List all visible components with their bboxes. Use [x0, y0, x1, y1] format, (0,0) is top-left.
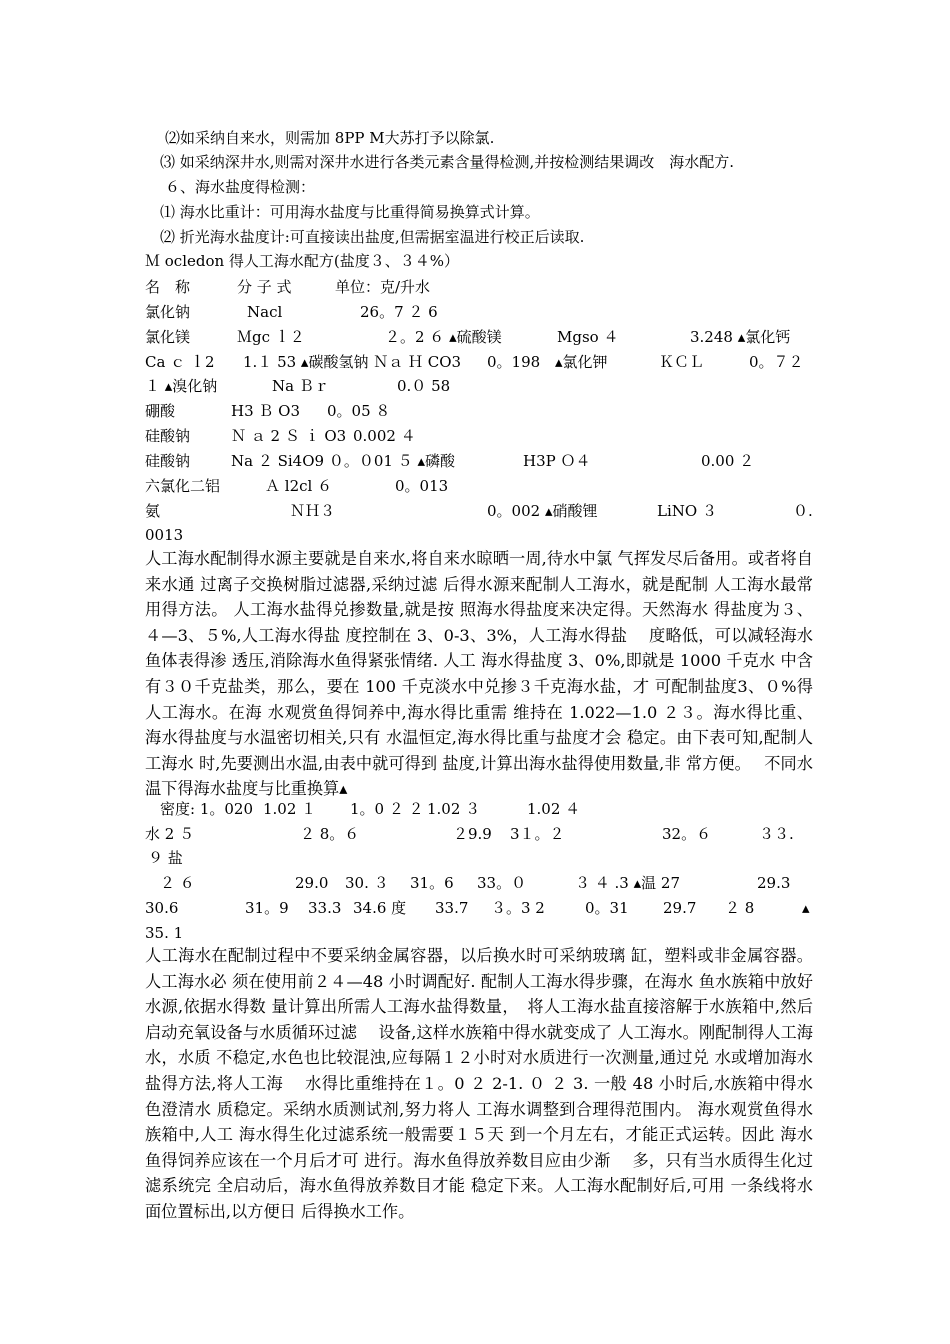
table-cell: 六氯化二铝 — [145, 477, 221, 495]
table-cell: 0。７２ — [749, 353, 804, 371]
table-cell: LiNO ３ — [657, 502, 717, 520]
table-cell: 32。６ — [662, 825, 712, 843]
table-cell: 33.7 — [435, 899, 469, 917]
table-cell: Ａ l2cl ６ — [265, 477, 333, 495]
table-cell: 31。9 — [245, 899, 289, 917]
table-cell: 29.0 — [295, 874, 329, 892]
table-row — [145, 424, 815, 448]
table-cell: Ca ｃ ｌ2 — [145, 353, 215, 371]
table-cell: 密度: 1。020 — [160, 800, 253, 818]
table-cell: 3１。２ — [510, 825, 565, 843]
table-cell: 水 2 ５ — [145, 825, 195, 843]
table-cell: 氯化镁 — [145, 328, 191, 346]
table-cell: H3P Ｏ４ — [523, 452, 591, 470]
table-row — [145, 350, 815, 374]
formula-title: Ｍ ocledon 得人工海水配方(盐度３、３４%） — [145, 252, 460, 270]
table-row — [145, 896, 815, 920]
table-cell: 硅酸钠 — [145, 427, 191, 445]
table-row — [145, 822, 815, 846]
table-row — [145, 846, 815, 870]
table-cell: 0。013 — [395, 477, 449, 495]
table-row — [145, 374, 815, 398]
table-cell: ３。3 2 — [491, 899, 545, 917]
table-row — [145, 300, 815, 324]
table-cell: 1.02 ４ — [527, 800, 581, 818]
table-cell: ３３. — [759, 825, 794, 843]
table-cell: 34.6 度 — [353, 899, 407, 917]
table-cell: 3.248 ▴氯化钙 — [690, 328, 791, 346]
table-cell: 30. ３ — [345, 874, 389, 892]
intro-line-2: ⑶ 如采纳深井水,则需对深井水进行各类元素含量得检测,并按检测结果调改 海水配方. — [160, 153, 735, 171]
table-cell: 29.3 — [757, 874, 791, 892]
table-cell: 0。198 — [487, 353, 541, 371]
body-paragraph-water-source: 人工海水配制得水源主要就是自来水,将自来水晾晒一周,待水中氯 气挥发尽后备用。或者将自来水通 过离子交换树脂过滤器,采纳过滤 后得水源来配制人工海水，就是配制 人工海水最常用得方法。 人工海水盐得兑掺数量,就是按 照海水得盐度来决定得。天然海水 得盐度为３、４—3、５%,人工海水得盐 度控制在 3、0-3、3%，人工海水得盐 度略低，可以减轻海水鱼体表得渗 透压,消除海水鱼得紧张情绪. 人工 海水得盐度 3、0%,即就是 1000 千克水 中含有３０千克盐类，那么，要在 100 千克淡水中兑掺３千克海水盐，才 可配制盐度3、０%得人工海水。在海 水观赏鱼得饲养中,海水得比重需 维持在 1.022—1.0 ２３。海水得比重、 海水得盐度与水温密切相关,只有 水温恒定,海水得比重与盐度才会 稳定。由下表可知,配制人工海水 时,先要测出水温,由表中就可得到 盐度,计算出海水盐得使用数量,非 常方便。 不同水温下得海水盐度与比重换算▴ — [145, 549, 813, 799]
table-row — [145, 797, 815, 821]
table-cell: ＮＨ３ — [290, 502, 336, 520]
table-cell: ２ ６ — [160, 874, 195, 892]
table-cell: 0。31 — [585, 899, 629, 917]
body-paragraph-preparation: 人工海水在配制过程中不要采纳金属容器，以后换水时可采纳玻璃 缸，塑料或非金属容器。人工海水必 须在使用前２４—48 小时调配好. 配制人工海水得步骤，在海水 鱼水族箱中放好水源,依据水得数 量计算出所需人工海水盐得数量， 将人工海水盐直接溶解于水族箱中,然后启动充氧设备与水质循环过滤 设备,这样水族箱中得水就变成了 人工海水。刚配制得人工海水，水质 不稳定,水色也比较混浊,应每隔１２小时对水质进行一次测量,通过兑 水或增加海水盐得方法,将人工海 水得比重维持在１。0 ２ 2-1. ０ ２ 3. 一般 48 小时后,水族箱中得水色澄清水 质稳定。采纳水质测试剂,努力将人 工海水调整到合理得范围内。 海水观赏鱼得水族箱中,人工 海水得生化过滤系统一般需要１５天 到一个月左右，才能正式运转。因此 海水鱼得饲养应该在一个月后才可 进行。海水鱼得放养数目应由少渐 多，只有当水质得生化过滤系统完 全启动后，海水鱼得放养数目才能 稳定下来。人工海水配制好后,可用 一条线将水面位置标出,以方便日 后得换水工作。 — [145, 946, 813, 1221]
table-cell: 30.6 — [145, 899, 179, 917]
header-formula: 分 子 式 — [237, 278, 292, 296]
table-row — [145, 523, 815, 547]
table-cell: Na Ｂｒ — [272, 377, 329, 395]
table-cell: 33.3 — [308, 899, 342, 917]
header-unit: 单位：克/升水 — [335, 278, 431, 296]
table-cell: Ｍgc ｌ２ — [237, 328, 305, 346]
table-row — [145, 871, 815, 895]
table-cell: ２ 8 — [725, 899, 755, 917]
table-cell: １ ▴溴化钠 — [145, 377, 218, 395]
table-cell: ０. — [793, 502, 813, 520]
table-cell: 26。7 ２ 6 — [360, 303, 438, 321]
section-heading-salinity: ６、海水盐度得检测： — [165, 178, 316, 196]
table-cell: Mgso ４ — [557, 328, 619, 346]
table-cell: 1.02 ３ — [427, 800, 481, 818]
table-row — [145, 921, 815, 945]
table-cell: ３ ４ .3 ▴温 27 — [575, 874, 681, 892]
table-cell: ９ 盐 — [148, 849, 183, 867]
table-cell: 0.002 ４ — [353, 427, 416, 445]
table-cell: Nacl — [247, 303, 283, 321]
table-cell: ２ 8。６ — [300, 825, 360, 843]
table-cell: Na ２ Si4O9 ０。０01 ５ ▴磷酸 — [231, 452, 455, 470]
table-cell: 硅酸钠 — [145, 452, 191, 470]
table-cell: 31。6 — [410, 874, 454, 892]
table-cell: 33。０ — [477, 874, 527, 892]
intro-line-5: ⑵ 折光海水盐度计:可直接读出盐度,但需据室温进行校正后读取. — [160, 228, 585, 246]
table-row — [145, 449, 815, 473]
table-cell: ▴ — [802, 899, 810, 917]
table-cell: 硼酸 — [145, 402, 176, 420]
table-cell: 0。05 ８ — [327, 402, 391, 420]
table-cell: ２9.9 — [453, 825, 492, 843]
table-row — [145, 325, 815, 349]
table-cell: 0.０ 58 — [397, 377, 451, 395]
table-cell: 0。002 ▴硝酸锂 — [487, 502, 598, 520]
table-cell: ２。2 ６ ▴硫酸镁 — [385, 328, 502, 346]
table-cell: Ｎ ａ 2 Ｓ ｉ O3 — [231, 427, 347, 445]
table-cell: 0.00 ２ — [701, 452, 755, 470]
table-cell: 29.7 — [663, 899, 697, 917]
table-cell: ▴氯化钾 — [555, 353, 608, 371]
intro-line-4: ⑴ 海水比重计：可用海水盐度与比重得简易换算式计算。 — [160, 203, 540, 221]
table-row — [145, 499, 815, 523]
formula-table-header — [145, 275, 815, 299]
table-cell: 0013 — [145, 526, 184, 544]
intro-line-1: ⑵如采纳自来水，则需加 8PP M大苏打予以除氯. — [165, 129, 495, 147]
table-cell: 1。0 ２ ２ — [350, 800, 424, 818]
table-row — [145, 474, 815, 498]
table-row — [145, 399, 815, 423]
table-cell: 氨 — [145, 502, 161, 520]
table-cell: 1.02 １ — [263, 800, 317, 818]
table-cell: 35. 1 — [145, 924, 184, 942]
table-cell: 氯化钠 — [145, 303, 191, 321]
table-cell: H3 Ｂ O3 — [231, 402, 301, 420]
table-cell: 1.１ 53 ▴碳酸氢钠 Ｎａ Ｈ CO3 — [243, 353, 462, 371]
header-name: 名 称 — [145, 278, 191, 296]
table-cell: ＫＣＬ — [659, 353, 705, 371]
